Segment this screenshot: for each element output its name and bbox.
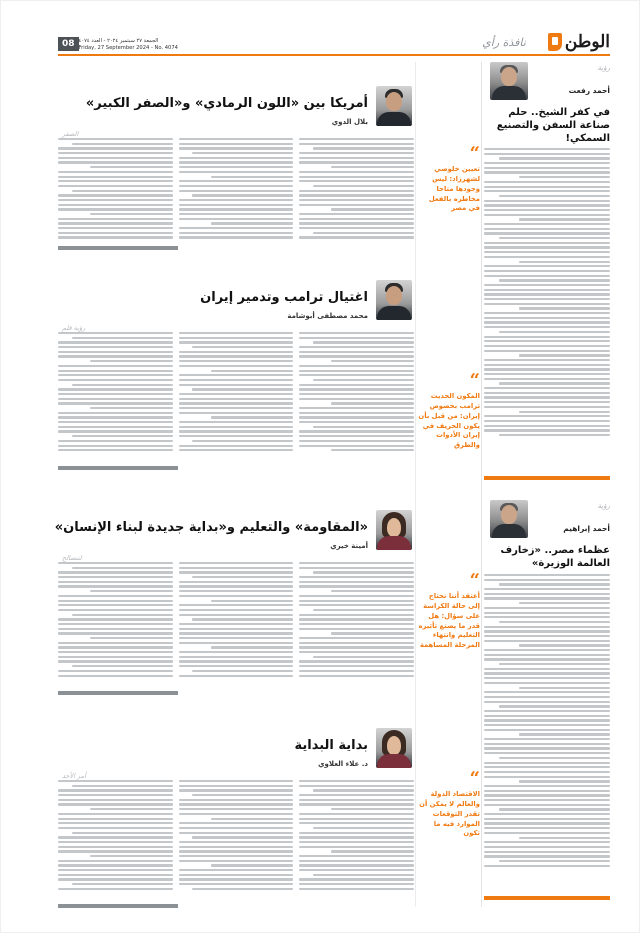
- article-header: [58, 86, 414, 138]
- article-end-bar: [58, 691, 178, 695]
- article-end-bar: [58, 904, 178, 908]
- dateline-arabic: الجمعة ٢٧ سبتمبر ٢٠٢٤ - العدد ٤٠٧٤: [78, 38, 159, 44]
- article-title: اغتيال ترامب وتدمير إيران: [200, 290, 368, 305]
- article-title: في كفر الشيخ.. حلم صناعة السفن والتصنيع السمكي!: [496, 107, 610, 144]
- page-number: 08: [58, 37, 79, 51]
- article-author: أحمد رفعت: [568, 86, 610, 95]
- article-tag: رؤية: [597, 502, 610, 510]
- article-body: [58, 138, 414, 241]
- main-article: [58, 728, 414, 908]
- dateline: [79, 38, 178, 54]
- article-kicker: رؤية قلم: [62, 324, 86, 332]
- article-body: [58, 780, 414, 893]
- article-author: د. علاء العلاوي: [318, 760, 368, 768]
- column-rule: [481, 62, 482, 907]
- article-author: بلال الدوي: [331, 118, 368, 126]
- pull-quote: [418, 372, 480, 451]
- section-tab: نافذة رأي: [482, 36, 526, 49]
- article-body: [58, 332, 414, 454]
- article-title: أمريكا بين «اللون الرمادي» و«الصفر الكبير»: [85, 96, 368, 111]
- article-title: بداية البداية: [294, 738, 368, 753]
- author-photo: [376, 510, 412, 550]
- pull-quote-text: تعيين خلوصي لشهرزاد: ليس وجودها متاحا مخاطره بالفعل في مصر: [428, 165, 480, 213]
- article-tag: رؤية: [597, 64, 610, 72]
- author-photo: [376, 86, 412, 126]
- author-photo: [490, 500, 528, 538]
- article-title: عظماء مصر.. «زخارف العالمة الوزيرة»: [500, 545, 610, 569]
- article-end-bar: [484, 476, 610, 480]
- main-article: [54, 510, 414, 695]
- pull-quote-text: أعتقد أننا نحتاج إلى حالة الكراسة على سؤال: هل قدر ما يصنع تأثيره التعليم وانتهاء المرحلة المساهمة: [418, 592, 480, 650]
- masthead: [58, 28, 610, 56]
- side-article: [484, 62, 610, 482]
- author-photo: [490, 62, 528, 100]
- pull-quote-text: المكون الحديث ترامب بخصوص إيران: من قبل بأن يكون الحريف في إيران الأدوات والطرق: [418, 392, 480, 450]
- quote-mark-icon: “: [469, 768, 480, 789]
- article-header: [58, 280, 414, 332]
- logo-text: الوطن: [564, 32, 610, 52]
- author-photo: [376, 280, 412, 320]
- dateline-english: Friday, 27 September 2024 - No. 4074: [78, 44, 178, 51]
- article-author: محمد مصطفى أبوشامة: [287, 312, 368, 320]
- article-kicker: الصفر: [62, 130, 79, 138]
- article-author: أمينة خيري: [330, 542, 368, 550]
- article-body: [484, 148, 610, 439]
- article-author: أحمد إبراهيم: [563, 524, 610, 533]
- main-article: [58, 86, 414, 251]
- article-kicker: لنتصالح: [62, 554, 82, 562]
- quote-mark-icon: “: [469, 143, 480, 164]
- logo-mark-icon: [548, 33, 562, 51]
- article-end-bar: [58, 246, 178, 250]
- main-article: [58, 280, 414, 470]
- side-article: [484, 500, 610, 900]
- author-photo: [376, 728, 412, 768]
- pull-quote: [418, 145, 480, 214]
- pull-quote: [418, 770, 480, 839]
- article-header: [54, 510, 414, 562]
- pull-quote-text: الاقتصاد الدولة والعالم لا يمكن أن تقدر التوقعات الموارد فيه ما تكون: [419, 790, 480, 838]
- newspaper-logo: [540, 30, 610, 54]
- article-kicker: أمر الأحد: [62, 772, 86, 780]
- article-header: [58, 728, 414, 780]
- pull-quote: [418, 572, 480, 651]
- quote-mark-icon: “: [469, 570, 480, 591]
- column-rule: [415, 62, 416, 907]
- article-end-bar: [484, 896, 610, 900]
- article-body: [58, 562, 414, 679]
- article-title: «المقاومة» والتعليم و«بداية جديدة لبناء الإنسان»: [54, 520, 368, 535]
- right-column: [484, 62, 610, 907]
- quote-mark-icon: “: [469, 370, 480, 391]
- article-body: [484, 574, 610, 869]
- article-end-bar: [58, 466, 178, 470]
